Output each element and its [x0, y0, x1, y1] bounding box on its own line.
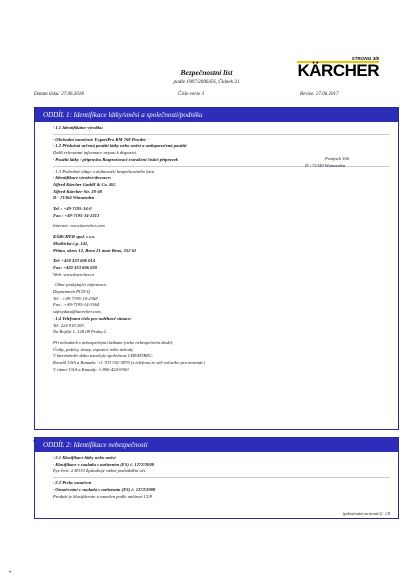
text-line: · Identifikace výrobce/dovozce: — [53, 175, 112, 181]
karcher-logo — [295, 56, 379, 82]
text-line: Fax : +49-7195-14-3564 — [53, 302, 100, 308]
text-line: · 2.2 Prvky označení — [53, 480, 92, 486]
text-line: Internet: www.kaercher.com — [53, 223, 105, 229]
text-line: V kterémkoliv dobu zavolejte společnost CHEMTREC: — [53, 353, 154, 359]
text-line: D - 71364 Winnenden — [53, 195, 95, 201]
logo-small-text: STRONG 3/8 — [351, 56, 379, 61]
text-line: · Použití látky / přípravku Rozprašovací extrakční čisticí přípravek — [53, 156, 178, 162]
text-line: Tel: +420 323 606 014 — [53, 258, 96, 264]
logo-brand-text: KÄRCHER — [297, 61, 379, 80]
section-2-heading: ODDÍL 2: Identifikace nebezpečnosti — [35, 438, 398, 452]
text-line: Tel : +49-7195-14-2368 — [53, 295, 98, 301]
text-line: Fax: +420 323 606 020 — [53, 264, 97, 270]
text-line: · Klasifikace v souladu s nařízením (ES) č. 1272/2008 — [53, 461, 155, 467]
text-line: Department PCD-Q — [53, 289, 91, 295]
text-line: Další relevantní informace nejsou k dispozici. — [53, 150, 138, 156]
text-line: safetydata@kaercher.com, — [53, 309, 102, 315]
text-line: · Obchodní označení: ExpertPro RM 768 Powder — [53, 136, 147, 142]
document-subtitle: podle 1907/2006/ES, Článek 31 — [173, 79, 240, 85]
print-date: Datum tisku: 27.06.2018 — [34, 92, 84, 97]
text-line: Tel. 224 919 293 — [53, 322, 84, 328]
text-line: Modřická č.p. 141, — [53, 240, 89, 246]
text-line: Eye Irrit. 2 H319 Způsobuje vážné podráždění očí. — [53, 468, 147, 474]
text-line: Na Bojišti 1, 128 08 Praha 2 — [53, 329, 106, 335]
revision-date: Revize: 27.06.2017 — [300, 92, 339, 97]
bullet-marker: • — [33, 439, 36, 445]
text-line: Alfred-Kärcher-Str. 28-40 — [53, 188, 103, 194]
text-line: Úniky, požáry, úrazy, expozice nebo nehody — [53, 346, 134, 352]
text-line: KÄRCHER spol. s r.o. — [53, 234, 96, 240]
text-line: Při nehodách s nebezpečnými látkami (nebo nebezpečném zboží): — [53, 339, 174, 345]
text-line: Web: www.kaercher.cz — [53, 271, 95, 277]
divider — [53, 477, 390, 478]
bullet-marker: • — [9, 570, 12, 576]
text-line: · Obor poskytující informace: — [53, 282, 108, 288]
po-box: Postfach 160 — [325, 156, 350, 161]
text-line: · Označování v souladu s nařízením (ES) č. 1272/2008 — [53, 486, 156, 492]
text-line: · 1.1 Identifikátor výrobku — [53, 125, 103, 130]
text-line: V rámci USA a Kanady: 1-800-424-9300 — [53, 366, 129, 372]
text-line: · 1.4 Telefonní číslo pro naléhavé situace: — [53, 315, 132, 321]
version-number: Číslo verze 3 — [178, 92, 205, 97]
text-line: · 1.3 Podrobné údaje o dodavateli bezpečnostního listu — [53, 168, 155, 174]
text-line: Produkt je klasifikován a označen podle nařízení CLP. — [53, 493, 153, 499]
text-line: Tel. : +49-7195-14-0 — [53, 206, 92, 212]
divider — [53, 134, 390, 135]
document-title: Bezpečnostní list — [180, 68, 233, 77]
po-box-city: D - 71349 Winnenden — [305, 163, 346, 168]
text-line: Rovněž USA a Kanada: +1 703 741-5970 (z telefonu ze sítě volacího pro mezinár.) — [53, 360, 206, 366]
text-line: · 1.2 Příslušná určená použití látky nebo směsi a nedoporučená použití — [53, 143, 187, 149]
continued-note: (pokračování na straně 2) CZ — [342, 512, 390, 516]
text-line: · 2.1 Klasifikace látky nebo směsi — [53, 455, 116, 460]
text-line: Fax : +49-7195-14-2212 — [53, 212, 100, 218]
section-1-heading: ODDÍL 1: Identifikace látky/směsi a společnosti/podniku — [35, 108, 398, 122]
section-1 — [34, 107, 399, 430]
section-2 — [34, 437, 399, 519]
section-2-body — [35, 452, 398, 500]
text-line: Alfred Kärcher GmbH & Co. KG — [53, 181, 116, 187]
text-line: Přímo, okres 12, Brno 21 mezi Brno, 252 61 — [53, 247, 137, 253]
